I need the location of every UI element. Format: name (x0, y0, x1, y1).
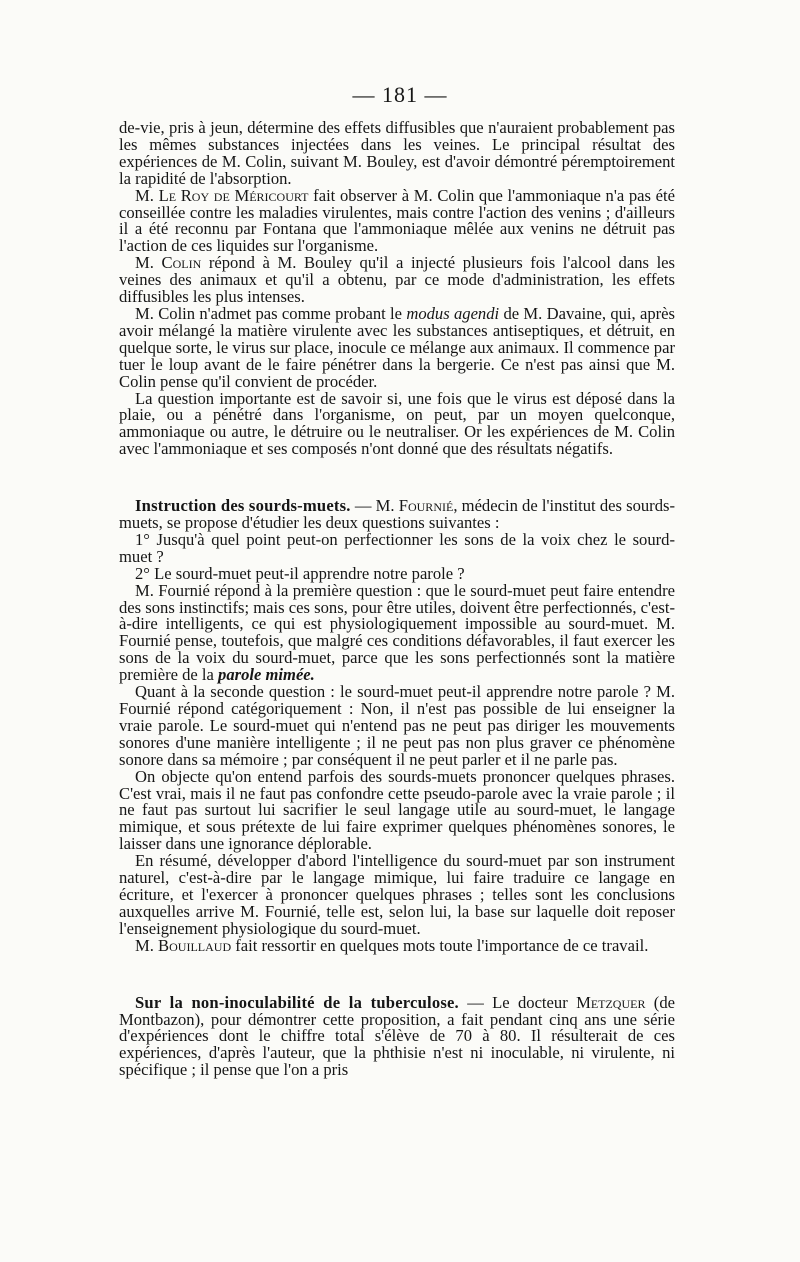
speaker-name: Fournié (398, 496, 454, 516)
italic-term: parole mimée. (218, 665, 315, 685)
section-spacer (119, 955, 675, 995)
paragraph (119, 935, 675, 955)
paragraph-text: fait ressortir en quelques mots toute l'importance de ce travail. (231, 935, 649, 955)
section-title: Instruction des sourds-muets. (135, 496, 351, 516)
paragraph: La question importante est de savoir si, une fois que le virus est déposé dans la plaie, ou a pénétré dans l'organisme, on peut, par un moyen quelconque, ammoniaque ou autre, le détruire ou le neutraliser. Or les expériences de M. Colin avec l'ammoniaque et ses composés n'ont donné que des résultats négatifs. (119, 388, 675, 459)
title-separator: — Le docteur (458, 992, 577, 1012)
title-separator: — M. (350, 496, 399, 516)
paragraph: On objecte qu'on entend parfois des sourds-muets prononcer quelques phrases. C'est vrai, mais il ne faut pas confondre cette pseudo-parole avec la vraie parole ; il ne faut pas surtout lui sacrifier le seul langage utile au sourd-muet, le langage mimique, et sous prétexte de lui faire exprimer quelques phénomènes sonores, le laisser dans une ignorance déplorable. (119, 766, 675, 854)
paragraph (119, 303, 675, 391)
paragraph: de-vie, pris à jeun, détermine des effets diffusibles que n'auraient probablement pas les mêmes substances injectées dans les veines. Le principal résultat des expériences de M. Colin, suivant M. Bouley, est d'avoir démontré péremptoirement la rapidité de l'absorption. (119, 118, 675, 188)
paragraph-text: , médecin de l'institut des sourds-muets, se propose d'étudier les deux questions suivantes : (119, 496, 675, 533)
speaker-name: Metzquer (576, 992, 646, 1012)
section-title: Sur la non-inoculabilité de la tuberculose. (135, 992, 459, 1012)
paragraph-text: répond à M. Bouley qu'il a injecté plusieurs fois l'alcool dans les veines des animaux et qu'il a obtenu, par ce mode d'administration, les effets diffusibles les plus intenses. (119, 253, 676, 307)
paragraph-text: M. Fournié répond à la première question : que le sourd-muet peut faire entendre des sons instinctifs; mais ces sons, pour être utiles, doivent être perfectionnés, c'est-à-dire intelligents, ce qui est physiologiquement impossible au sourd-muet. M. Fournié pense, toutefois, que malgré ces conditions défavorables, il faut exercer les sons de la voix du sourd-muet, parce que les sons perfectionnés sont la matière première de la (119, 580, 675, 685)
paragraph: En résumé, développer d'abord l'intelligence du sourd-muet par son instrument naturel, c'est-à-dire par le langage mimique, lui faire traduire ce langage en écriture, et l'exercer à prononcer quelques phrases ; telles sont les conclusions auxquelles arrive M. Fournié, telle est, selon lui, la base sur laquelle doit reposer l'enseignement physiologique du sourd-muet. (119, 851, 675, 938)
paragraph (119, 185, 675, 256)
speaker-name: M. Bouillaud (135, 935, 232, 955)
paragraph (119, 255, 675, 306)
section-heading-paragraph (119, 498, 675, 532)
text-column (119, 120, 675, 1079)
question-item: 1° Jusqu'à quel point peut-on perfectionner les sons de la voix chez le sourd-muet ? (119, 529, 675, 566)
paragraph-text: fait observer à M. Colin que l'ammoniaque n'a pas été conseillée contre les maladies virulentes, mais contre l'action des venins ; d'ailleurs il a été reconnu par Fontana que l'ammoniaque mêlée aux venins ne détruit pas l'action de ces liquides sur l'organisme. (119, 185, 675, 256)
paragraph: Quant à la seconde question : le sourd-muet peut-il apprendre notre parole ? M. Fournié répond catégoriquement : Non, il n'est pas possible de lui enseigner la vraie parole. Le sourd-muet qui n'entend pas ne peut pas diriger les mouvements sonores d'une manière intelligente ; il ne peut pas non plus graver ce phénomène sonore dans sa mémoire ; par conséquent il ne peut parler et il ne parle pas. (119, 682, 675, 769)
italic-term: modus agendi (406, 303, 500, 323)
section-heading-paragraph (119, 992, 675, 1080)
speaker-name: M. Colin (135, 253, 202, 273)
speaker-name: M. Le Roy de Méricourt (135, 185, 309, 205)
paragraph-text: (de Montbazon), pour démontrer cette proposition, a fait pendant cinq ans une série d'expériences dont le chiffre total s'élève de 70 à 80. Il résulterait de ces expériences, d'après l'auteur, que la phthisie n'est ni inoculable, ni virulente, ni spécifique ; il pense que l'on a pris (119, 992, 675, 1080)
question-item: 2° Le sourd-muet peut-il apprendre notre parole ? (135, 563, 465, 583)
paragraph-text: de M. Davaine, qui, après avoir mélangé la matière virulente avec les substances antiseptiques, et détruit, en quelque sorte, le virus sur place, inocule ce mélange aux animaux. Il commence par tuer le loup avant de le faire pénétrer dans la bergerie. Ce n'est pas ainsi que M. Colin pense qu'il convient de procéder. (119, 303, 675, 391)
paragraph (119, 580, 675, 685)
paragraph-text: M. Colin n'admet pas comme probant le (135, 303, 407, 323)
page-number: — 181 — (352, 82, 448, 107)
section-spacer (119, 458, 675, 498)
